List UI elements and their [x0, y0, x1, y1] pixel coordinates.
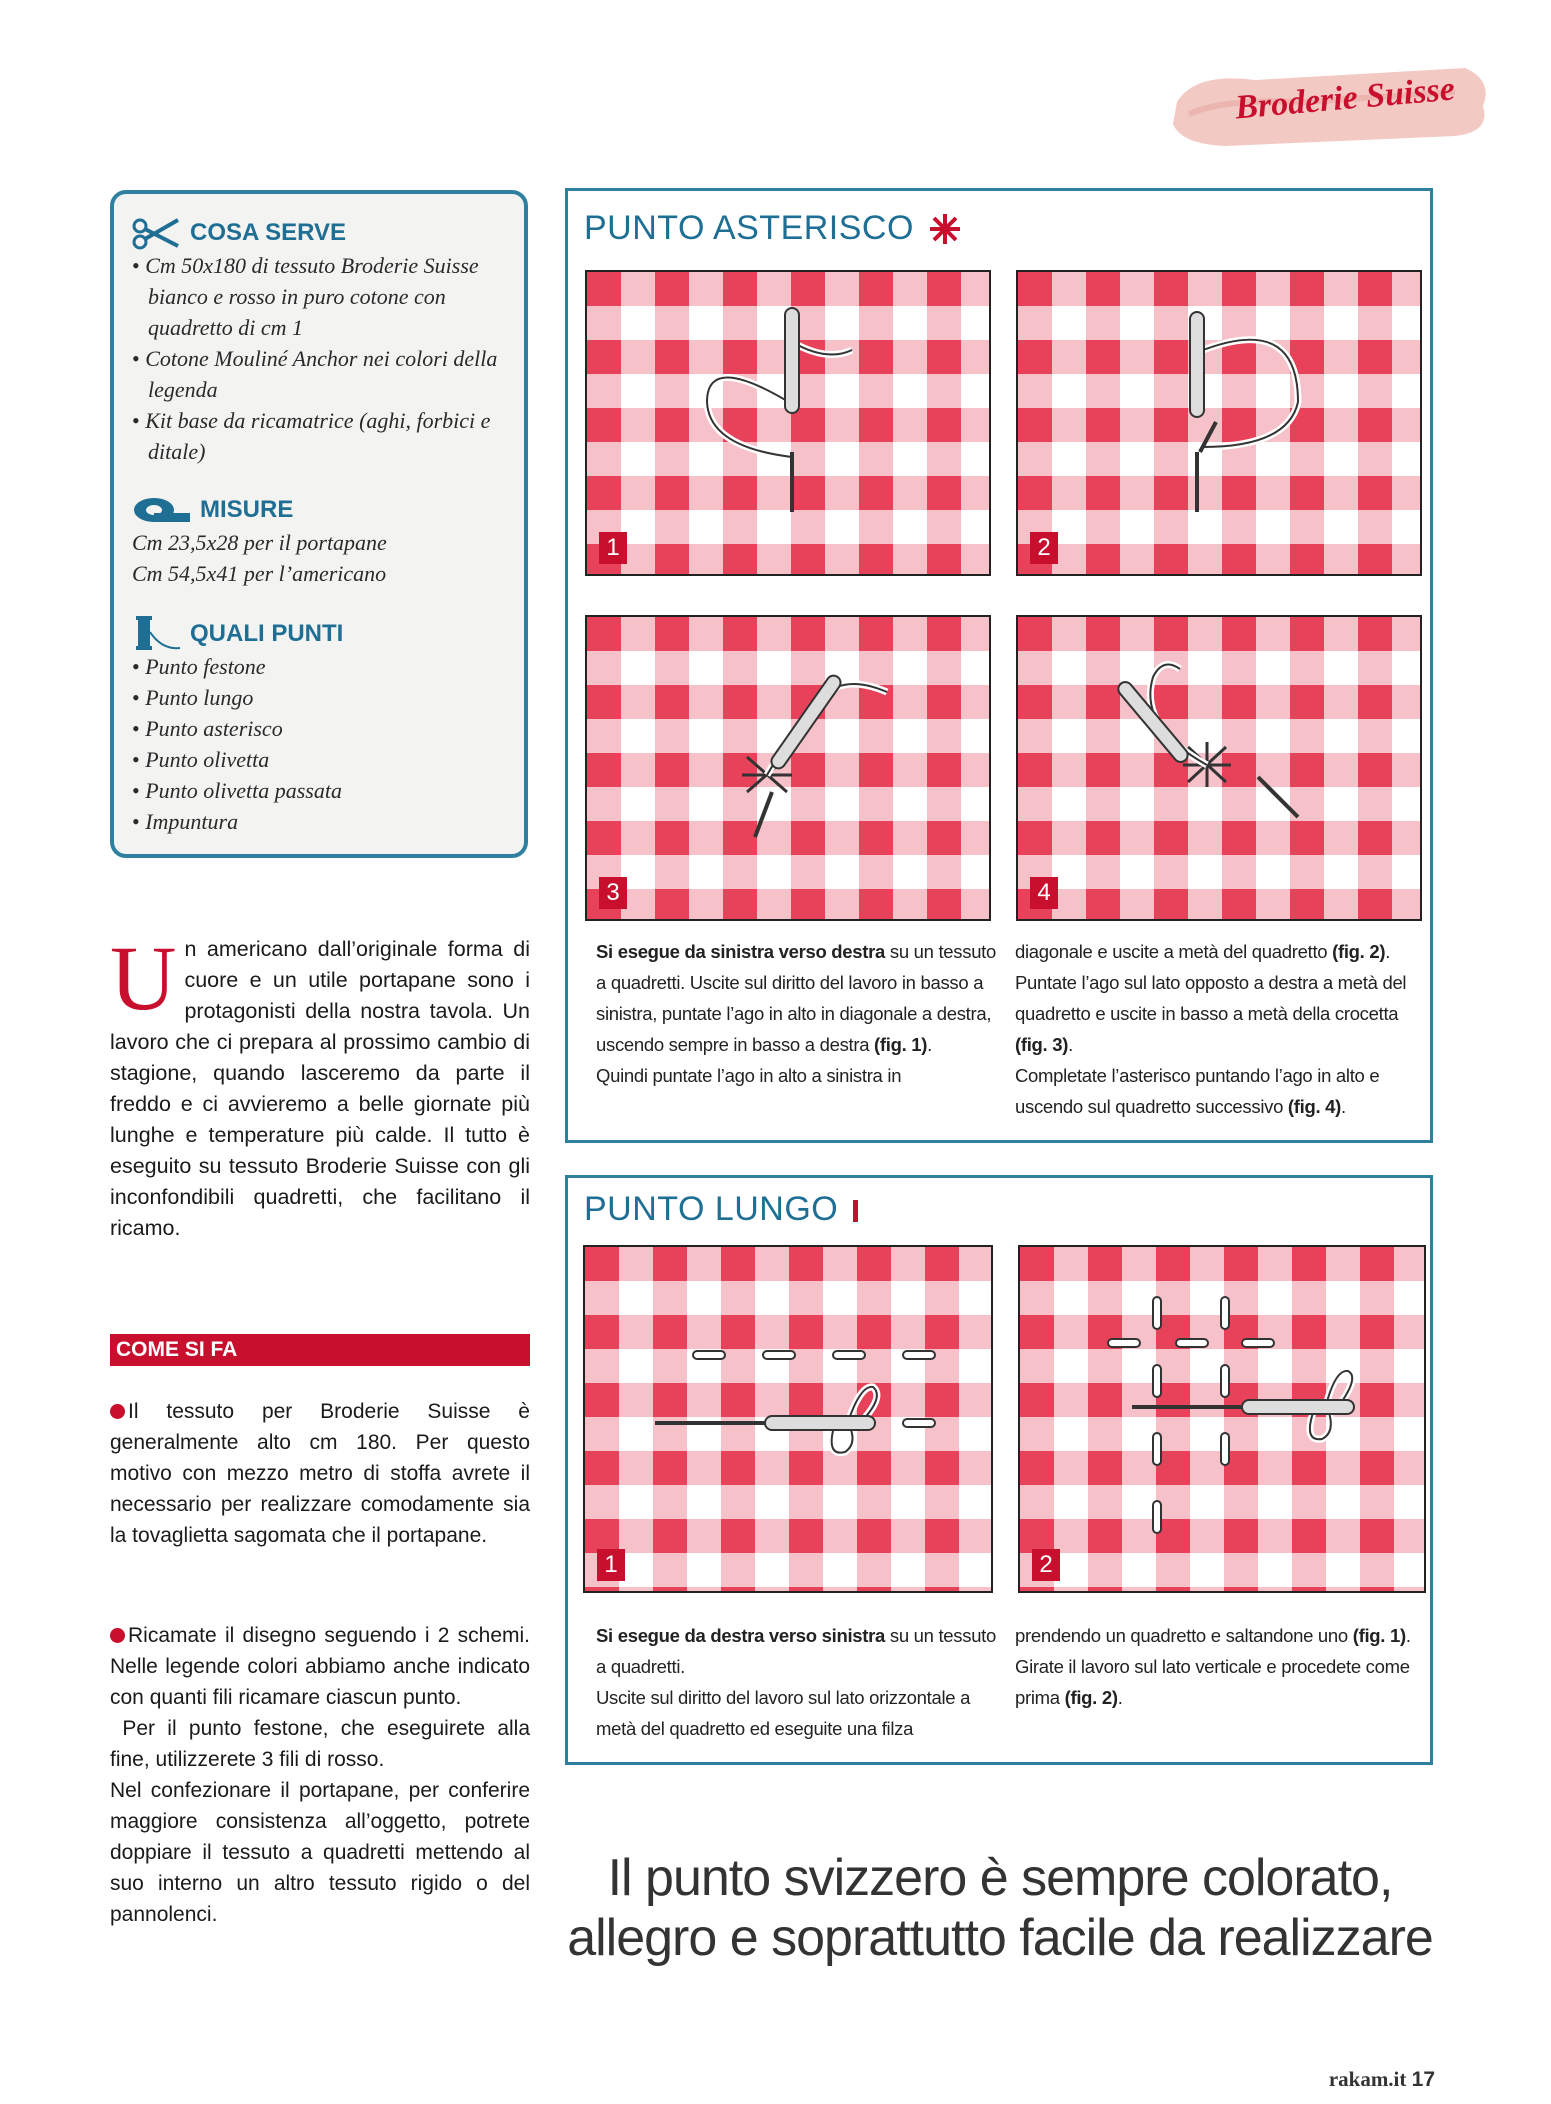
cosa-serve-list [132, 250, 506, 467]
figure-number: 4 [1030, 877, 1058, 909]
step-paragraph: Il tessuto per Broderie Suisse è generalmente alto cm 180. Per questo motivo con mezzo metro di stoffa avrete il necessario per realizzare comodamente sia la tovaglietta sagomata che il portapane. [110, 1400, 530, 1547]
list-item: • Punto olivetta [132, 744, 506, 775]
asterisco-caption-left: Si esegue da sinistra verso destra su un tessuto a quadretti. Uscite sul diritto del lavoro in basso a sinistra, puntate l’ago in alto in diagonale a destra, uscendo sempre in basso a destra (fig. 1). Quindi puntate l’ago in alto a sinistra in [596, 941, 997, 1086]
needle-thread-drawing [587, 617, 989, 919]
punto-lungo-title: PUNTO LUNGO [584, 1190, 860, 1229]
badge-text: Broderie Suisse [1233, 70, 1457, 127]
list-item: • Cotone Mouliné Anchor nei colori della legenda [132, 343, 506, 405]
figure-number: 1 [597, 1549, 625, 1581]
list-item: • Cm 50x180 di tessuto Broderie Suisse bianco e rosso in puro cotone con quadretto di cm 1 [132, 250, 506, 343]
quali-punti-heading: QUALI PUNTI [132, 617, 506, 651]
figure-number: 3 [599, 877, 627, 909]
page-number: 17 [1411, 2068, 1435, 2091]
needle-thread-drawing [1018, 617, 1420, 919]
asterisco-caption-right: diagonale e uscite a metà del quadretto (fig. 2). Puntate l’ago sul lato opposto a destra a metà del quadretto e uscite in basso a metà della crocetta (fig. 3). Completate l’asterisco puntando l’ago in alto e uscendo sul quadretto successivo (fig. 4). [1015, 941, 1407, 1117]
bullet-dot-icon [110, 1404, 125, 1419]
intro-paragraph [110, 927, 530, 1244]
figure-number: 2 [1030, 532, 1058, 564]
figure-number: 1 [599, 532, 627, 564]
figure-number: 2 [1032, 1549, 1060, 1581]
needle-thread-drawing [587, 272, 989, 574]
broderie-suisse-badge [1165, 62, 1495, 150]
needle-thread-drawing [1020, 1247, 1424, 1591]
needle-thread-drawing [1018, 272, 1420, 574]
intro-text: n americano dall’originale forma di cuore e un utile portapane sono i protagonisti della nostra tavola. Un lavoro che ci prepara al prossimo cambio di stagione, quando lasceremo da parte il freddo e ci avvieremo a belle giornate più lunghe e temperature più calde. Il tutto è eseguito su tessuto Broderie Suisse con gli inconfondibili quadretti, che facilitano il ricamo. [110, 937, 530, 1240]
quote-line: allegro e soprattutto facile da realizzare [567, 1909, 1433, 1967]
lungo-caption-left: Si esegue da destra verso sinistra su un tessuto a quadretti. Uscite sul diritto del lavoro sul lato orizzontale a metà del quadretto ed eseguite una filza [596, 1625, 997, 1739]
list-item: • Punto lungo [132, 682, 506, 713]
figure-lungo-2 [1018, 1245, 1426, 1593]
list-item: • Kit base da ricamatrice (aghi, forbici e ditale) [132, 405, 506, 467]
figure-asterisco-2 [1016, 270, 1422, 576]
page-footer [1329, 2067, 1435, 2092]
figure-asterisco-3 [585, 615, 991, 921]
materials-box [110, 190, 528, 858]
cosa-serve-heading: COSA SERVE [132, 216, 506, 250]
list-item: • Impuntura [132, 806, 506, 837]
bullet-dot-icon [110, 1628, 125, 1643]
lungo-caption-right: prendendo un quadretto e saltandone uno (fig. 1). Girate il lavoro sul lato verticale e procedete come prima (fig. 2). [1015, 1625, 1411, 1708]
straight-stitch-icon [852, 1196, 860, 1224]
punto-asterisco-panel [565, 188, 1433, 1143]
tape-measure-icon [132, 495, 192, 525]
list-item: • Punto festone [132, 651, 506, 682]
come-si-fa-heading: COME SI FA [110, 1334, 530, 1366]
figure-asterisco-1 [585, 270, 991, 576]
punto-lungo-panel [565, 1175, 1433, 1765]
asterisk-icon [928, 212, 962, 246]
figure-asterisco-4 [1016, 615, 1422, 921]
footer-site: rakam.it [1328, 2067, 1407, 2091]
scissors-icon [132, 216, 182, 250]
needle-thread-drawing [585, 1247, 991, 1591]
pull-quote [560, 1848, 1440, 1968]
misure-line: Cm 23,5x28 per il portapane [132, 530, 387, 555]
quali-punti-list [132, 651, 506, 837]
figure-lungo-1 [583, 1245, 993, 1593]
misure-heading: MISURE [132, 493, 506, 527]
step-paragraph: Ricamate il disegno seguendo i 2 schemi. Nelle legende colori abbiamo anche indicato con quanti fili ricamare ciascun punto. Per il punto festone, che eseguirete alla fine, utilizzerete 3 fili di rosso. Nel confezionare il portapane, per conferire maggiore consistenza all’oggetto, potrete doppiare il tessuto a quadretti mettendo al suo interno un altro tessuto rigido o del pannolenci. [110, 1624, 531, 1926]
misure-line: Cm 54,5x41 per l’americano [132, 561, 387, 586]
list-item: • Punto asterisco [132, 713, 506, 744]
list-item: • Punto olivetta passata [132, 775, 506, 806]
punto-asterisco-title: PUNTO ASTERISCO [584, 209, 962, 248]
quote-line: Il punto svizzero è sempre colorato, [607, 1849, 1393, 1907]
thread-spool-icon [132, 614, 182, 654]
drop-cap: U [110, 927, 177, 1029]
